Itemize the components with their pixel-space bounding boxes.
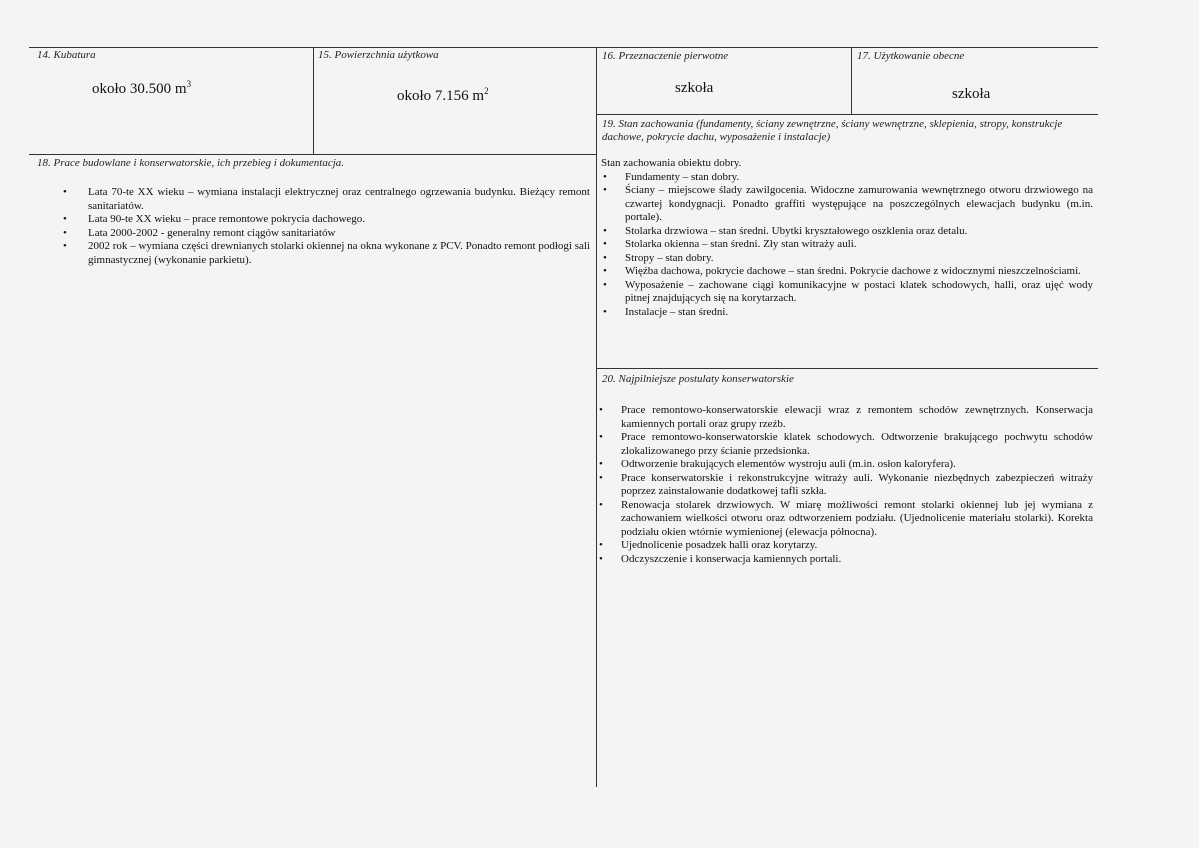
field-14-header: 14. Kubatura (37, 49, 96, 61)
field-19-header: 19. Stan zachowania (fundamenty, ściany zewnętrzne, ściany wewnętrzne, sklepienia, stropy, konstrukcje dachowe, pokrycie dachu, wyposażenie i instalacje) (602, 118, 1063, 143)
list-item: • Ściany – miejscowe ślady zawilgocenia. Widoczne zamurowania wewnętrznego otworu drzwiowego na czwartej kondygnacji. Ponadto graffiti występujące na poszczególnych elewacjach budynku (m.in. portale). (601, 184, 1093, 225)
field-17-value: szkoła (952, 86, 991, 102)
list-item: • Instalacje – stan średni. (601, 306, 1093, 320)
table-top-border (29, 47, 1098, 48)
list-item: • Stolarka okienna – stan średni. Zły stan witraży auli. (601, 238, 1093, 252)
field-20-content (597, 404, 1093, 566)
list-item: • 2002 rok – wymiana części drewnianych stolarki okiennej na okna wykonane z PCV. Ponadto remont podłogi sali gimnastycznej (wykonanie parkietu). (58, 240, 590, 267)
field-18-list (58, 186, 590, 267)
field-15-value-text: około 7.156 m (397, 88, 485, 104)
list-item: • Lata 70-te XX wieku – wymiana instalacji elektrycznej oraz centralnego ogrzewania budynku. Bieżący remont sanitariatów. (58, 186, 590, 213)
list-item: • Odczyszczenie i konserwacja kamiennych portali. (597, 553, 1093, 567)
field-19-content (601, 157, 1093, 319)
field-15-unit-exponent: 2 (484, 86, 489, 96)
field-20-list (597, 404, 1093, 566)
row-divider-f19-f20 (596, 368, 1098, 369)
field-14-value (92, 79, 191, 98)
field-20-header: 20. Najpilniejsze postulaty konserwatorskie (602, 373, 794, 385)
list-item: • Prace remontowo-konserwatorskie klatek schodowych. Odtworzenie brakującego pochwytu schodów zlokalizowanego przy ścianie przedsionka. (597, 431, 1093, 458)
list-item: • Stropy – stan dobry. (601, 252, 1093, 266)
field-15-value (397, 86, 489, 105)
list-item: • Wyposażenie – zachowane ciągi komunikacyjne w postaci klatek schodowych, halli, oraz ujęć wody pitnej znajdujących się na korytarzach. (601, 279, 1093, 306)
field-15-header: 15. Powierzchnia użytkowa (318, 49, 439, 61)
list-item: • Lata 90-te XX wieku – prace remontowe pokrycia dachowego. (58, 213, 590, 227)
field-19-intro: Stan zachowania obiektu dobry. (601, 157, 742, 169)
list-item: • Ujednolicenie posadzek halli oraz korytarzy. (597, 539, 1093, 553)
list-item: • Lata 2000-2002 - generalny remont ciągów sanitariatów (58, 227, 590, 241)
list-item: • Prace konserwatorskie i rekonstrukcyjne witraży auli. Wykonanie niezbędnych zabezpieczeń witraży poprzez zainstalowanie dodatkowej tafli szkła. (597, 472, 1093, 499)
list-item: • Więźba dachowa, pokrycie dachowe – stan średni. Pokrycie dachowe z widocznymi nieszczelnościami. (601, 265, 1093, 279)
field-16-value: szkoła (675, 80, 714, 96)
field-19-list (601, 171, 1093, 320)
list-item: • Odtworzenie brakujących elementów wystroju auli (m.in. osłon kaloryfera). (597, 458, 1093, 472)
field-17-header: 17. Użytkowanie obecne (857, 50, 965, 62)
field-16-header: 16. Przeznaczenie pierwotne (602, 50, 729, 62)
row-divider-left (29, 154, 596, 155)
field-14-unit-exponent: 3 (186, 79, 192, 89)
list-item: • Fundamenty – stan dobry. (601, 171, 1093, 185)
field-18-content (58, 186, 590, 267)
list-item: • Prace remontowo-konserwatorskie elewacji wraz z remontem schodów zewnętrznych. Konserwacja kamiennych portali oraz grupy rzeźb. (597, 404, 1093, 431)
list-item: • Renowacja stolarek drzwiowych. W miarę możliwości remont stolarki okiennej lub jej wymiana z zachowaniem wielkości otworu oraz odtworzeniem podziału. (Ujednolicenie materiału stolarki). Korekta podziału okien wtórnie wymienionej (elewacja północna). (597, 499, 1093, 540)
col-divider-16-17 (851, 47, 852, 114)
row-divider-f16-f19 (596, 114, 1098, 115)
list-item: • Stolarka drzwiowa – stan średni. Ubytki kryształowego oszklenia oraz detalu. (601, 225, 1093, 239)
field-18-header: 18. Prace budowlane i konserwatorskie, ich przebieg i dokumentacja. (37, 157, 345, 169)
col-divider-14-15 (313, 47, 314, 154)
field-14-value-text: około 30.500 m (92, 81, 187, 97)
